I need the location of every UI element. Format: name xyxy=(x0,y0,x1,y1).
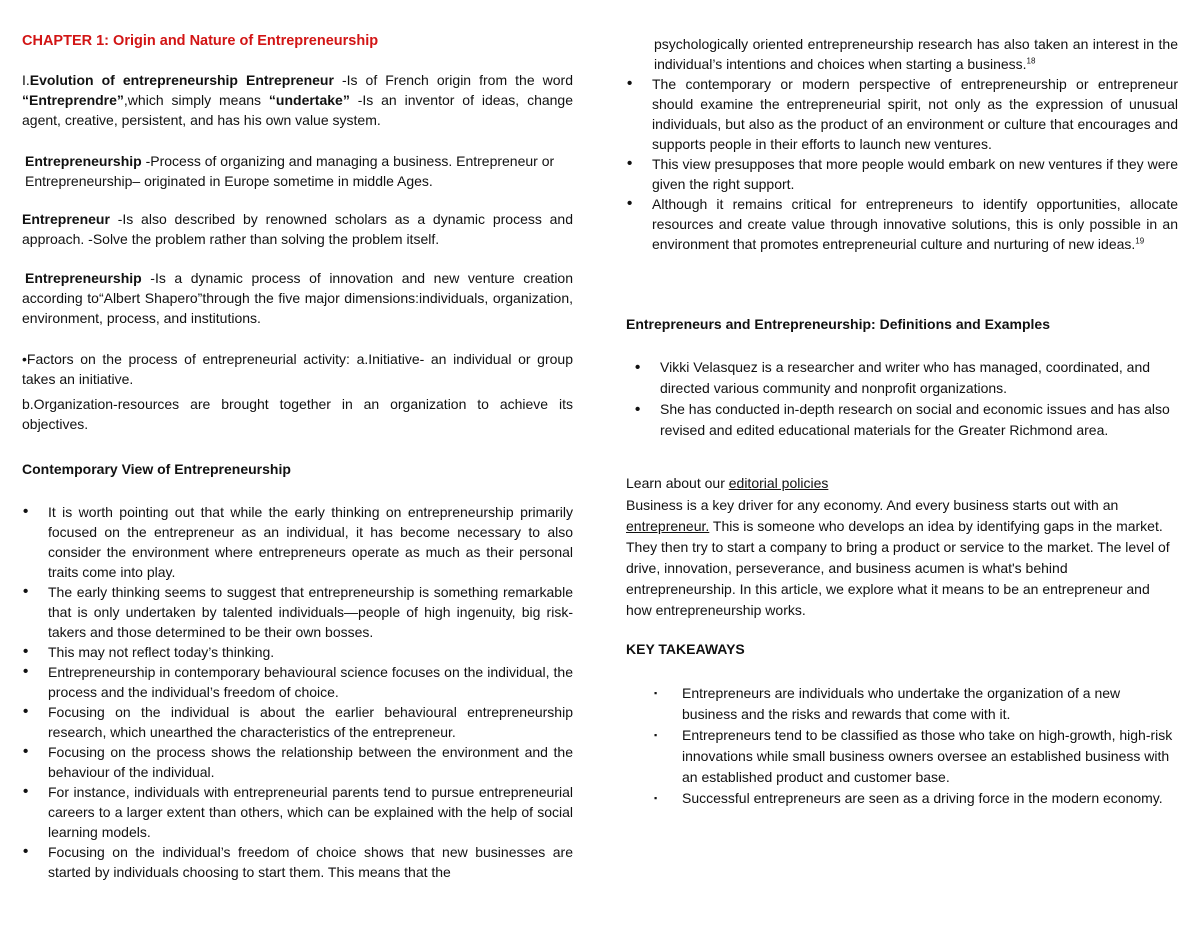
list-item: • Focusing on the individual’s freedom of choice shows that new businesses are started by individuals choosing to start them. This means that the xyxy=(22,842,573,882)
list-item: • For instance, individuals with entrepreneurial parents tend to pursue entrepreneurial careers to a larger extent than others, which can be explained with the help of social learning models. xyxy=(22,782,573,842)
factors-paragraph-b: b.Organization-resources are brought together in an organization to achieve its objectives. xyxy=(22,396,573,432)
list-item: • Focusing on the process shows the relationship between the environment and the behaviour of the individual. xyxy=(22,742,573,782)
list-item: ▪ Successful entrepreneurs are seen as a driving force in the modern economy. xyxy=(626,788,1178,809)
modern-perspective-bullet-list xyxy=(626,74,1178,254)
contemporary-heading: Contemporary View of Entrepreneurship xyxy=(22,461,291,477)
factors-paragraph: •Factors on the process of entrepreneurial activity: a.Initiative- an individual or group takes an initiative. xyxy=(22,351,573,387)
list-item: • Focusing on the individual is about the earlier behavioural entrepreneurship research, which unearthed the characteristics of the entrepreneur. xyxy=(22,702,573,742)
list-item: • Although it remains critical for entrepreneurs to identify opportunities, allocate resources and create value through innovative solutions, this is only possible in an environment that promotes entrepreneurial culture and nurturing of new ideas.$^{19}$ xyxy=(626,194,1178,254)
list-item: • It is worth pointing out that while the early thinking on entrepreneurship primarily focused on the entrepreneur as an individual, it has become necessary to also consider the environment where entrepreneurs operate as much as their personal traits come into play. xyxy=(22,502,573,582)
learn-line: Learn about our editorial policies xyxy=(626,475,829,491)
list-item: • This may not reflect today’s thinking. xyxy=(22,642,573,662)
entrepreneur-link[interactable]: entrepreneur. xyxy=(626,518,710,534)
list-item: • Vikki Velasquez is a researcher and writer who has managed, coordinated, and directed various community and nonprofit organizations. xyxy=(634,357,1178,399)
business-paragraph: Business is a key driver for any economy. And every business starts out with an entrepreneur. This is someone who develops an idea by identifying gaps in the market. They then try to start a company to bring a product or service to the market. The level of drive, innovation, perseverance, and business acumen is what's behind entrepreneurship. In this article, we explore what it means to be an entrepreneur and how entrepreneurship works. xyxy=(626,497,1170,618)
contemporary-bullet-list xyxy=(22,502,573,882)
chapter-title: CHAPTER 1: Origin and Nature of Entrepreneurship xyxy=(22,33,379,49)
key-takeaways-list xyxy=(626,683,1178,809)
list-item: ▪ Entrepreneurs tend to be classified as those who take on high-growth, high-risk innovations while small business owners oversee an established business with an established product and customer base. xyxy=(626,725,1178,788)
list-item: • The contemporary or modern perspective of entrepreneurship or entrepreneur should examine the entrepreneurial spirit, not only as the expression of unusual individuals, but also as the product of an environment or culture that encourages and supports people in their efforts to launch new ventures. xyxy=(626,74,1178,154)
definitions-heading: Entrepreneurs and Entrepreneurship: Definitions and Examples xyxy=(626,316,1050,332)
entrepreneurship-dynamic-paragraph: Entrepreneurship -Is a dynamic process of innovation and new venture creation according to“Albert Shapero”through the five major dimensions:individuals, organization, environment, process, and institutions. xyxy=(22,270,573,326)
list-item: • This view presupposes that more people would embark on new ventures if they were given the right support. xyxy=(626,154,1178,194)
list-item: • The early thinking seems to suggest that entrepreneurship is something remarkable that is only undertaken by talented individuals—people of high ingenuity, big risk- takers and those determined to be their own bosses. xyxy=(22,582,573,642)
list-item: • Entrepreneurship in contemporary behavioural science focuses on the individual, the process and the individual’s freedom of choice. xyxy=(22,662,573,702)
list-item: ▪ Entrepreneurs are individuals who undertake the organization of a new business and the risks and rewards that come with it. xyxy=(626,683,1178,725)
continuation-paragraph: psychologically oriented entrepreneurship research has also taken an interest in the individual’s intentions and choices when starting a business.$^{18}$ xyxy=(654,36,1178,72)
entrepreneur-description-paragraph: Entrepreneur -Is also described by renowned scholars as a dynamic process and approach. -Solve the problem rather than solving the problem itself. xyxy=(22,211,573,247)
list-item: • She has conducted in-depth research on social and economic issues and has also revised and edited educational materials for the Greater Richmond area. xyxy=(634,399,1178,441)
evolution-heading: Evolution of entrepreneurship Entrepreneur xyxy=(29,72,334,88)
entrepreneurship-definition-paragraph: Entrepreneurship -Process of organizing and managing a business. Entrepreneur or Entrepreneurship– originated in Europe sometime in middle Ages. xyxy=(25,153,555,189)
author-bullet-list xyxy=(626,357,1178,441)
evolution-paragraph: I.Evolution of entrepreneurship Entrepreneur -Is of French origin from the word “Entreprendre”,which simply means “undertake” -Is an inventor of ideas, change agent, creative, persistent, and has his own value system. xyxy=(22,72,574,128)
key-takeaways-heading: KEY TAKEAWAYS xyxy=(626,641,745,657)
editorial-policies-link[interactable]: editorial policies xyxy=(728,475,829,491)
